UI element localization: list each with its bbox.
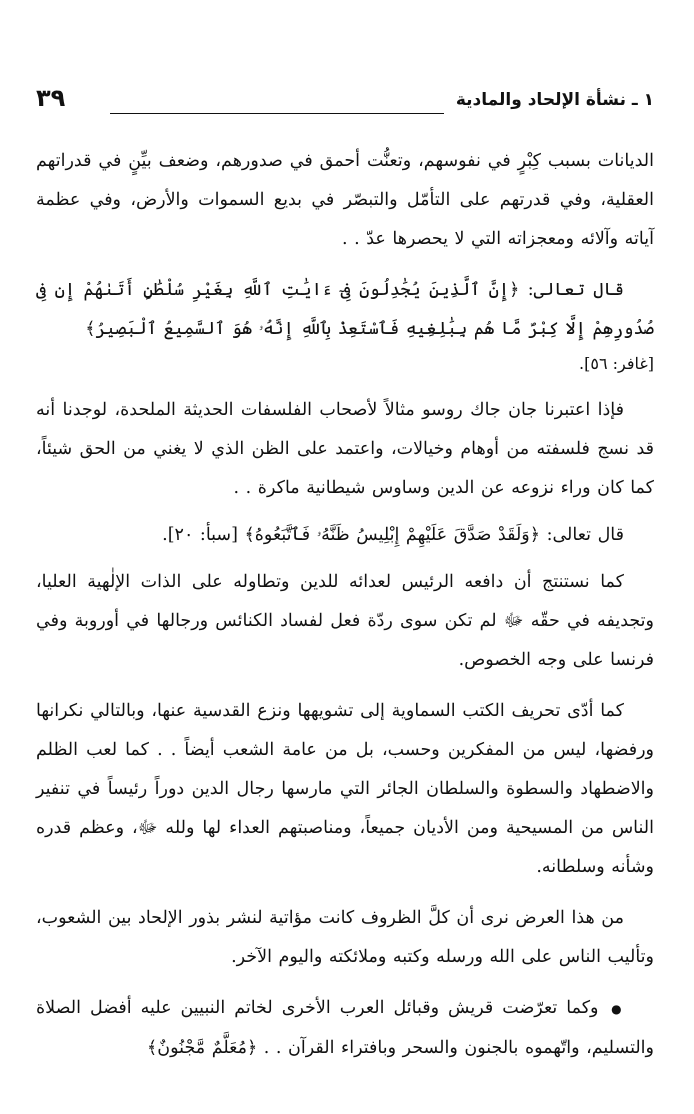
- paragraph-7: من هذا العرض نرى أن كلَّ الظروف كانت مؤاتية لنشر بذور الإلحاد بين الشعوب، وتأليب الناس على الله ورسله وكتبه وملائكته واليوم الآخر.: [36, 908, 654, 967]
- header-rule: [110, 113, 444, 114]
- paragraph-4: [36, 516, 654, 555]
- quran-verse: ﴿وَلَقَدْ صَدَّقَ عَلَيْهِمْ إِبْلِيسُ ظَنَّهُۥ فَٱتَّبَعُوهُ﴾: [244, 525, 540, 545]
- paragraph-6: كما أدّى تحريف الكتب السماوية إلى تشويهها ونزع القدسية عنها، وبالتالي نكرانها ورفضها، ليس من المفكرين وحسب، بل من عامة الشعب أيضاً . . كما لعب الظلم والاضطهاد والسطوة والسلطان الجائر التي مارسها رجال الدين دوراً رئيساً في تنفير الناس من المسيحية ومن الأديان جميعاً، ومناصبتهم العداء لها ولله ﷻ، وعظم قدره وشأنه وسلطانه.: [36, 701, 654, 877]
- page-number: ٣٩: [36, 84, 66, 112]
- paragraph-3: فإذا اعتبرنا جان جاك روسو مثالاً لأصحاب الفلسفات الحديثة الملحدة، لوجدنا أنه قد نسج فلسفته من أوهام وخيالات، واعتمد على الظن الذي لا يغني من الحق شيئاً، كما كان وراء نزوعه عن الدين وساوس شيطانية ماكرة . .: [36, 400, 654, 498]
- paragraph-2: [36, 271, 654, 349]
- verse-reference: [سبأ: ٢٠].: [162, 525, 245, 545]
- bullet-icon: ●: [611, 1002, 624, 1016]
- paragraph-8: [36, 989, 654, 1068]
- quote-intro: قال تعالى:: [540, 525, 624, 545]
- page-header: [30, 86, 654, 120]
- paragraph-5: كما نستنتج أن دافعه الرئيس لعدائه للدين وتطاوله على الذات الإلٰهية العليا، وتجديفه في حقّه ﷻ لم تكن سوى ردّة فعل لفساد الكنائس ورجالها في أوروبة وفي فرنسا على وجه الخصوص.: [36, 572, 654, 670]
- chapter-title: ١ ـ نشأة الإلحاد والمادية: [455, 90, 654, 110]
- paragraph-1: الديانات بسبب كِبْرٍ في نفوسهم، وتعنُّت أحمق في صدورهم، وضعف بيِّنٍ في قدراتهم العقلية، وفي قدرتهم على التأمّل والتبصّر في بديع السموات والأرض، وفي عظمة آياته وآلائه ومعجزاته التي لا يحصرها عدّ . .: [36, 151, 654, 249]
- page-body: [36, 142, 654, 1068]
- verse-reference: [غافر: ٥٦].: [579, 354, 654, 373]
- quran-verse: ﴿إِنَّ ٱلَّذِينَ يُجَٰدِلُونَ فِىٓ ءَايَٰتِ ٱللَّهِ بِغَيْرِ سُلْطَٰنٍ أَتَىٰهُمْ إِن فِى صُدُورِهِمْ إِلَّا كِبْرٌ مَّا هُم بِبَٰلِغِيهِ فَٱسْتَعِذْ بِٱللَّهِ إِنَّهُۥ هُوَ ٱلسَّمِيعُ ٱلْبَصِيرُ﴾: [36, 280, 654, 339]
- quote-intro: قال تعالى:: [519, 280, 624, 300]
- paragraph-8-text: وكما تعرّضت قريش وقبائل العرب الأخرى لخاتم النبيين عليه أفضل الصلاة والتسليم، واتّهموه بالجنون والسحر وبافتراء القرآن . .: [36, 998, 654, 1058]
- quran-verse: ﴿مُعَلَّمٌ مَّجْنُونٌ﴾: [147, 1038, 258, 1058]
